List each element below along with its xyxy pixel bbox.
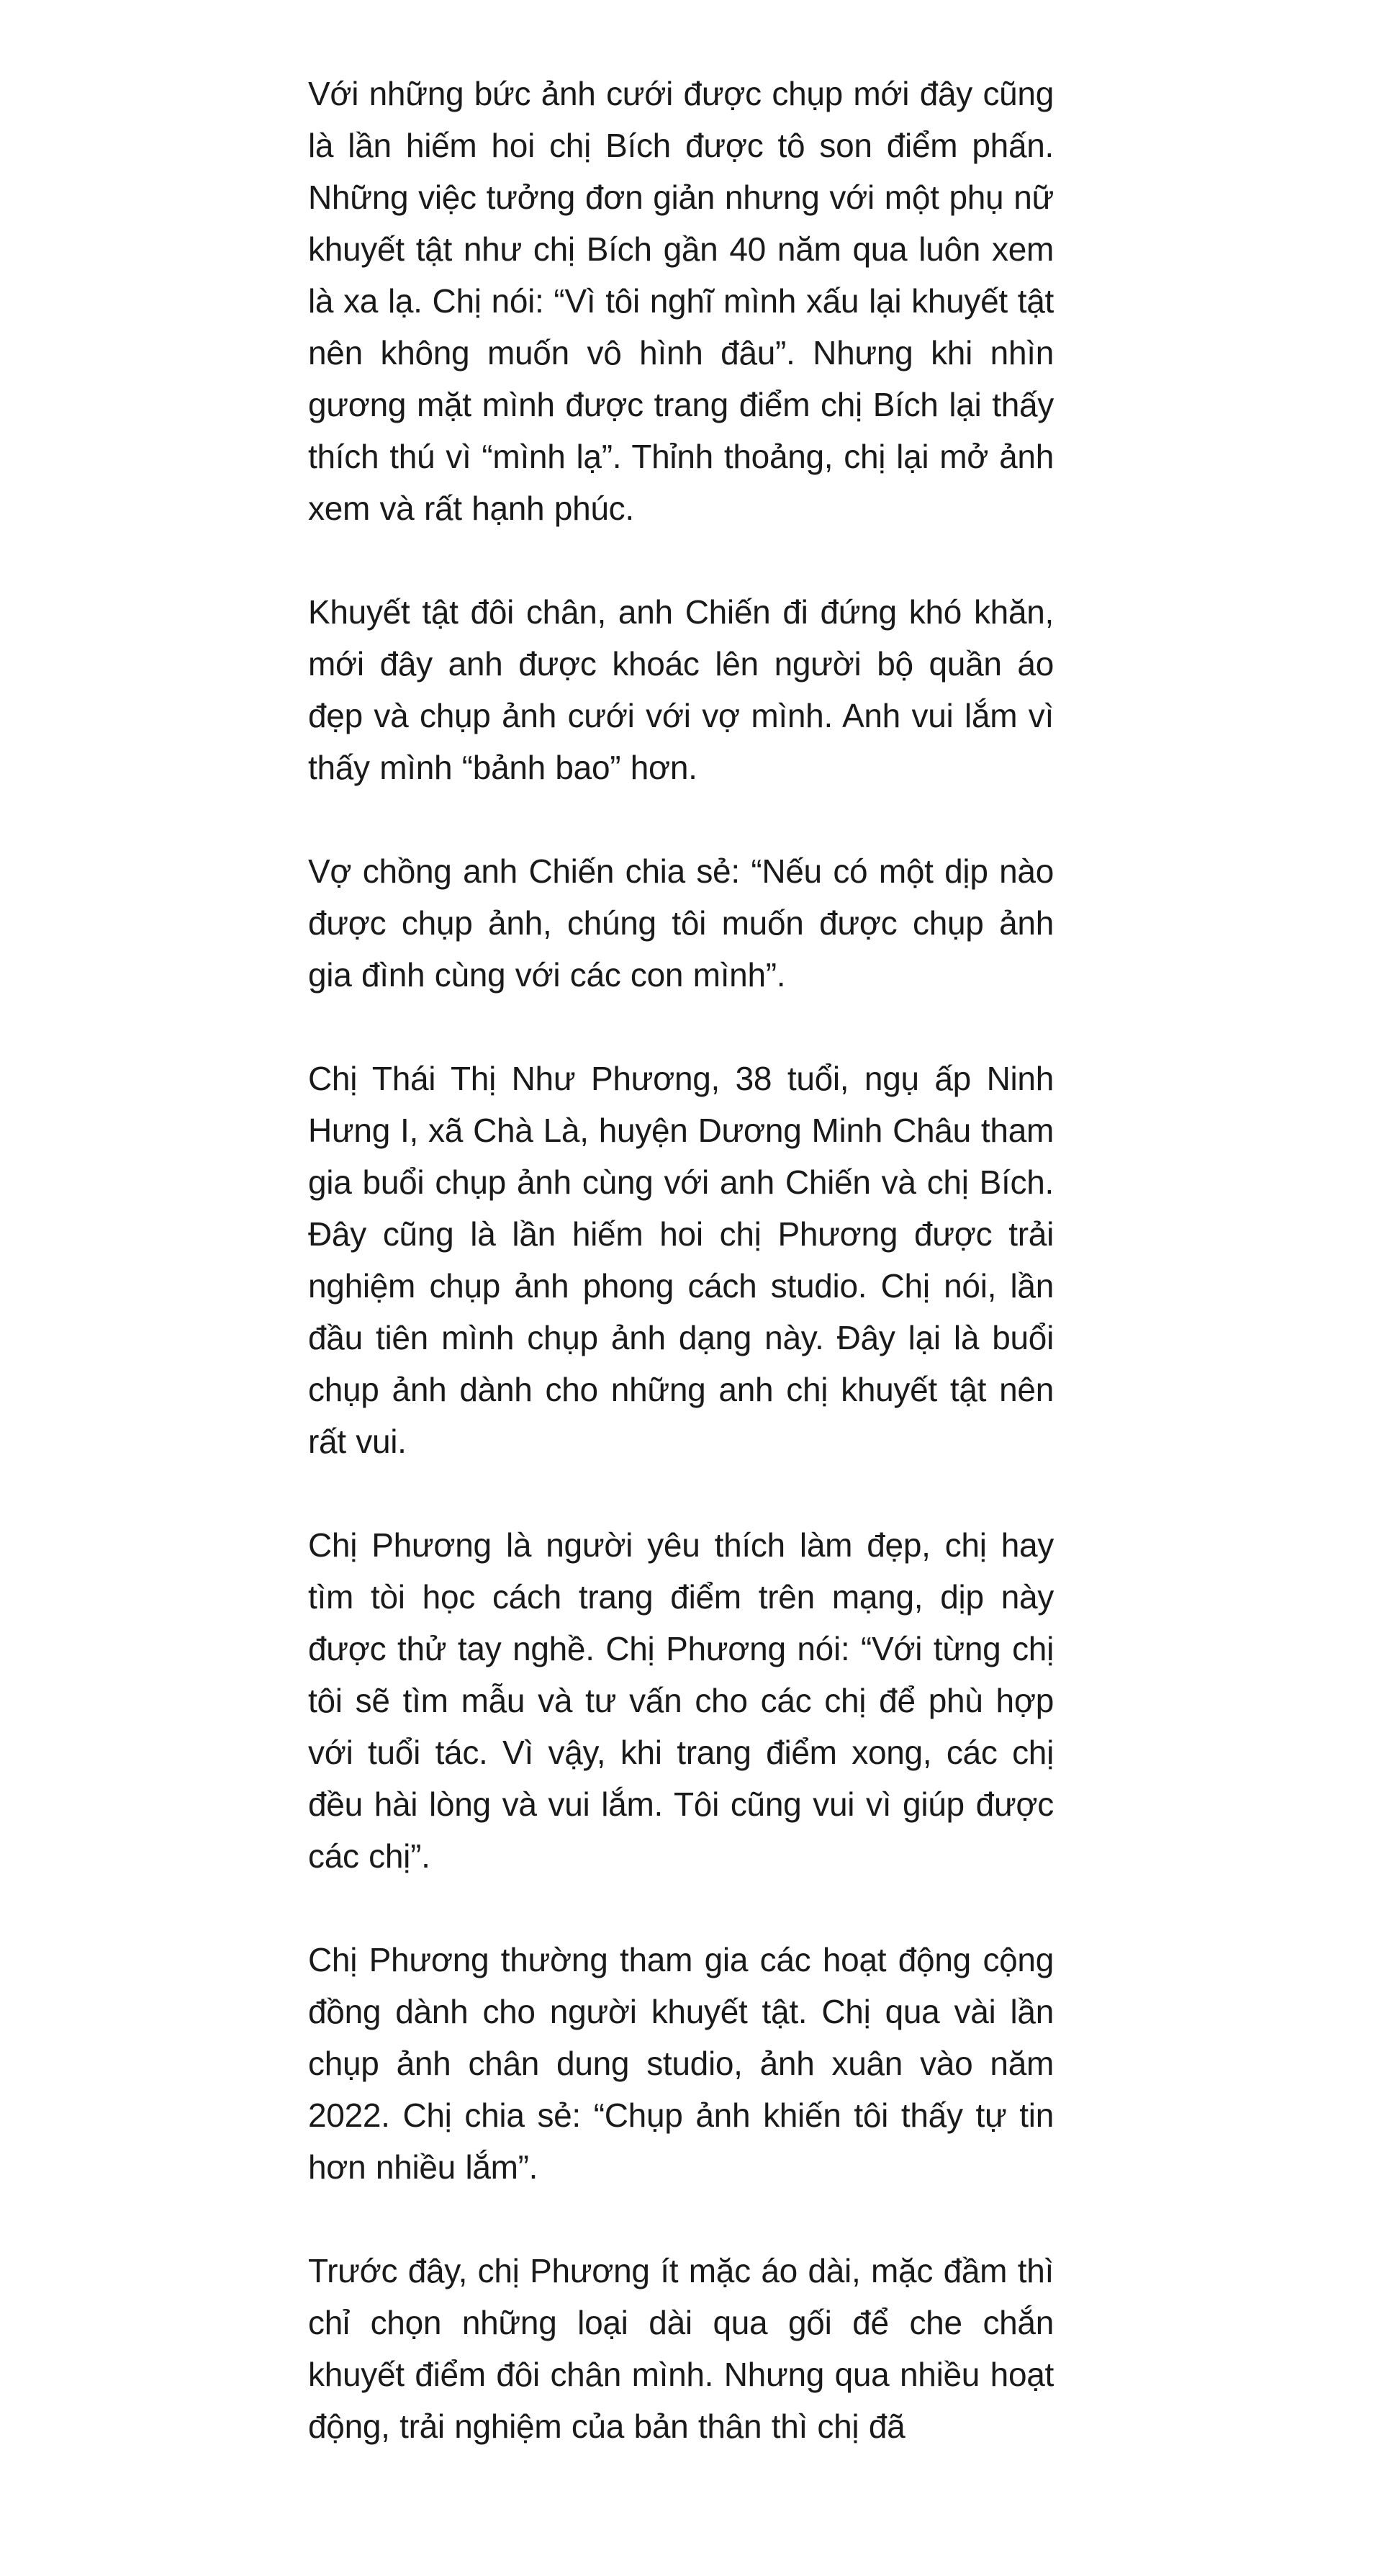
article-body — [308, 68, 1054, 2504]
article-paragraph: Chị Phương là người yêu thích làm đẹp, chị hay tìm tòi học cách trang điểm trên mạng, dịp này được thử tay nghề. Chị Phương nói: “Với từng chị tôi sẽ tìm mẫu và tư vấn cho các chị để phù hợp với tuổi tác. Vì vậy, khi trang điểm xong, các chị đều hài lòng và vui lắm. Tôi cũng vui vì giúp được các chị”. — [308, 1526, 1054, 1875]
article-paragraph: Chị Thái Thị Như Phương, 38 tuổi, ngụ ấp Ninh Hưng I, xã Chà Là, huyện Dương Minh Châu tham gia buổi chụp ảnh cùng với anh Chiến và chị Bích. Đây cũng là lần hiếm hoi chị Phương được trải nghiệm chụp ảnh phong cách studio. Chị nói, lần đầu tiên mình chụp ảnh dạng này. Đây lại là buổi chụp ảnh dành cho những anh chị khuyết tật nên rất vui. — [308, 1060, 1054, 1460]
article-paragraph: Với những bức ảnh cưới được chụp mới đây cũng là lần hiếm hoi chị Bích được tô son điểm phấn. Những việc tưởng đơn giản nhưng với một phụ nữ khuyết tật như chị Bích gần 40 năm qua luôn xem là xa lạ. Chị nói: “Vì tôi nghĩ mình xấu lại khuyết tật nên không muốn vô hình đâu”. Nhưng khi nhìn gương mặt mình được trang điểm chị Bích lại thấy thích thú vì “mình lạ”. Thỉnh thoảng, chị lại mở ảnh xem và rất hạnh phúc. — [308, 75, 1054, 527]
article-paragraph: Trước đây, chị Phương ít mặc áo dài, mặc đầm thì chỉ chọn những loại dài qua gối để che chắn khuyết điểm đôi chân mình. Nhưng qua nhiều hoạt động, trải nghiệm của bản thân thì chị đã — [308, 2252, 1054, 2445]
article-paragraph: Vợ chồng anh Chiến chia sẻ: “Nếu có một dịp nào được chụp ảnh, chúng tôi muốn được chụp ảnh gia đình cùng với các con mình”. — [308, 852, 1054, 994]
article-paragraph: Khuyết tật đôi chân, anh Chiến đi đứng khó khăn, mới đây anh được khoác lên người bộ quần áo đẹp và chụp ảnh cưới với vợ mình. Anh vui lắm vì thấy mình “bảnh bao” hơn. — [308, 593, 1054, 786]
article-paragraph: Chị Phương thường tham gia các hoạt động cộng đồng dành cho người khuyết tật. Chị qua vài lần chụp ảnh chân dung studio, ảnh xuân vào năm 2022. Chị chia sẻ: “Chụp ảnh khiến tôi thấy tự tin hơn nhiều lắm”. — [308, 1941, 1054, 2186]
